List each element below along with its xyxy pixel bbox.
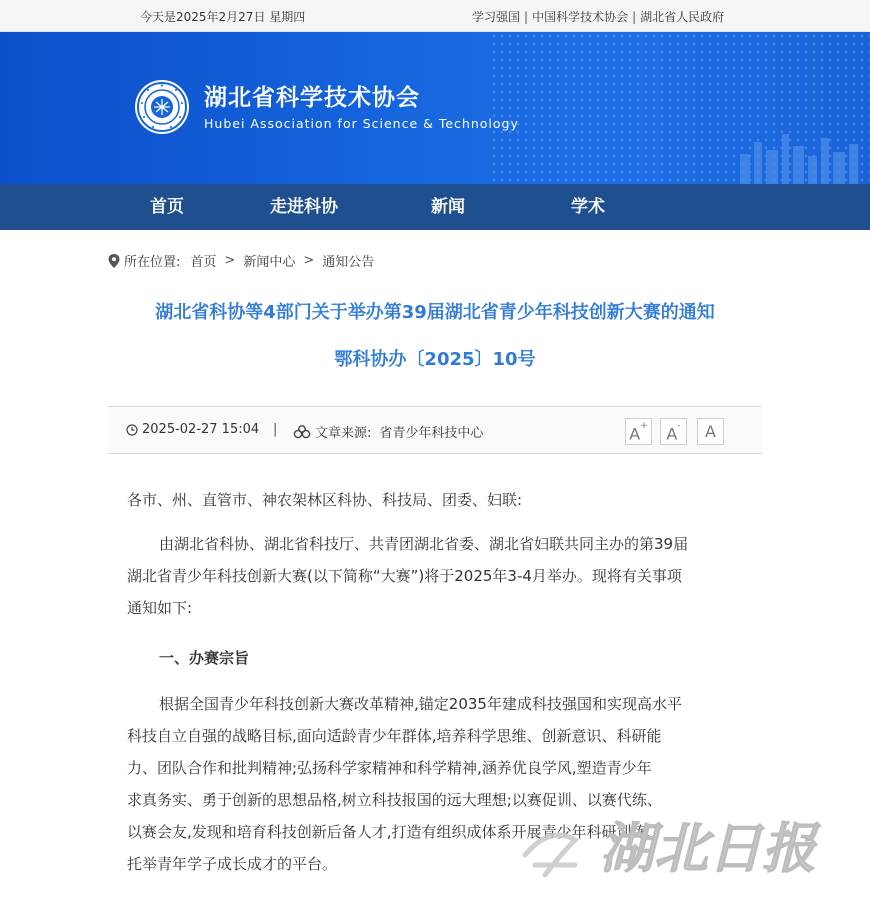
nav-item-about[interactable]: 走进科协 (270, 197, 338, 217)
source-icon (293, 425, 311, 439)
breadcrumb-home[interactable]: 首页 (190, 255, 217, 270)
org-name-cn: 湖北省科学技术协会 (204, 85, 420, 111)
article-source (293, 422, 483, 441)
paragraph-line: 求真务实、勇于创新的思想品格,树立科技报国的远大理想;以赛促训、以赛代练、 (127, 791, 662, 809)
skyline-graphic (700, 124, 870, 184)
paragraph-line: 由湖北省科协、湖北省科技厅、共青团湖北省委、湖北省妇联共同主办的第39届 (159, 535, 689, 553)
paragraph-line: 托举青年学子成长成才的平台。 (127, 855, 338, 873)
nav-item-home[interactable]: 首页 (150, 197, 184, 217)
top-links: 学习强国 | 中国科学技术协会 | 湖北省人民政府 (472, 10, 725, 24)
location-pin-icon (108, 254, 120, 268)
link-cast[interactable]: 中国科学技术协会 (532, 10, 629, 24)
publish-time (126, 422, 259, 437)
breadcrumb-separator: > (303, 253, 315, 268)
header-banner (0, 32, 870, 184)
publish-datetime: 2025-02-27 15:04 (142, 422, 260, 437)
clock-icon (126, 424, 138, 436)
nav-item-news[interactable]: 新闻 (431, 197, 465, 217)
breadcrumb (108, 251, 374, 270)
breadcrumb-notices[interactable]: 通知公告 (322, 255, 375, 270)
paragraph-1 (127, 528, 739, 624)
current-date: 今天是2025年2月27日 星期四 (140, 10, 306, 24)
top-utility-bar (0, 0, 870, 32)
section-heading-1: 一、办赛宗旨 (159, 649, 250, 667)
article-meta-bar (108, 406, 762, 454)
font-increase-button[interactable]: A+ (625, 418, 652, 445)
paragraph-line: 根据全国青少年科技创新大赛改革精神,锚定2035年建成科技强国和实现高水平 (159, 695, 682, 713)
breadcrumb-label: 所在位置: (124, 255, 181, 270)
salutation: 各市、州、直管市、神农架林区科协、科技局、团委、妇联: (127, 491, 523, 509)
source-label: 文章来源: (315, 426, 372, 441)
site-logo[interactable] (134, 79, 519, 135)
paragraph-line: 力、团队合作和批判精神;弘扬科学家精神和科学精神,涵养优良学风,塑造青少年 (127, 759, 652, 777)
breadcrumb-news-center[interactable]: 新闻中心 (243, 255, 296, 270)
association-emblem-icon (134, 79, 190, 135)
main-nav (0, 184, 870, 230)
article-doc-number: 鄂科协办〔2025〕10号 (334, 349, 536, 370)
org-name-en: Hubei Association for Science & Technology (204, 116, 519, 131)
paragraph-line: 湖北省青少年科技创新大赛(以下简称“大赛”)将于2025年3-4月举办。现将有关事项 (127, 567, 682, 585)
paragraph-2 (127, 688, 739, 880)
source-name: 省青少年科技中心 (379, 426, 484, 441)
font-decrease-button[interactable]: A- (660, 418, 687, 445)
paragraph-line: 以赛会友,发现和培育科技创新后备人才,打造有组织成体系开展青少年科研训练、 (127, 823, 662, 841)
link-xuexi[interactable]: 学习强国 (472, 10, 521, 24)
breadcrumb-separator: > (224, 253, 236, 268)
watermark-text: 湖北日报 (600, 817, 816, 880)
article-title: 湖北省科协等4部门关于举办第39届湖北省青少年科技创新大赛的通知 (155, 302, 715, 323)
meta-divider: | (273, 422, 278, 437)
nav-item-academic[interactable]: 学术 (571, 197, 605, 217)
font-reset-button[interactable]: A (697, 418, 724, 445)
link-hubei-gov[interactable]: 湖北省人民政府 (640, 10, 725, 24)
paragraph-line: 科技自立自强的战略目标,面向适龄青少年群体,培养科学思维、创新意识、科研能 (127, 727, 662, 745)
paragraph-line: 通知如下: (127, 599, 193, 617)
